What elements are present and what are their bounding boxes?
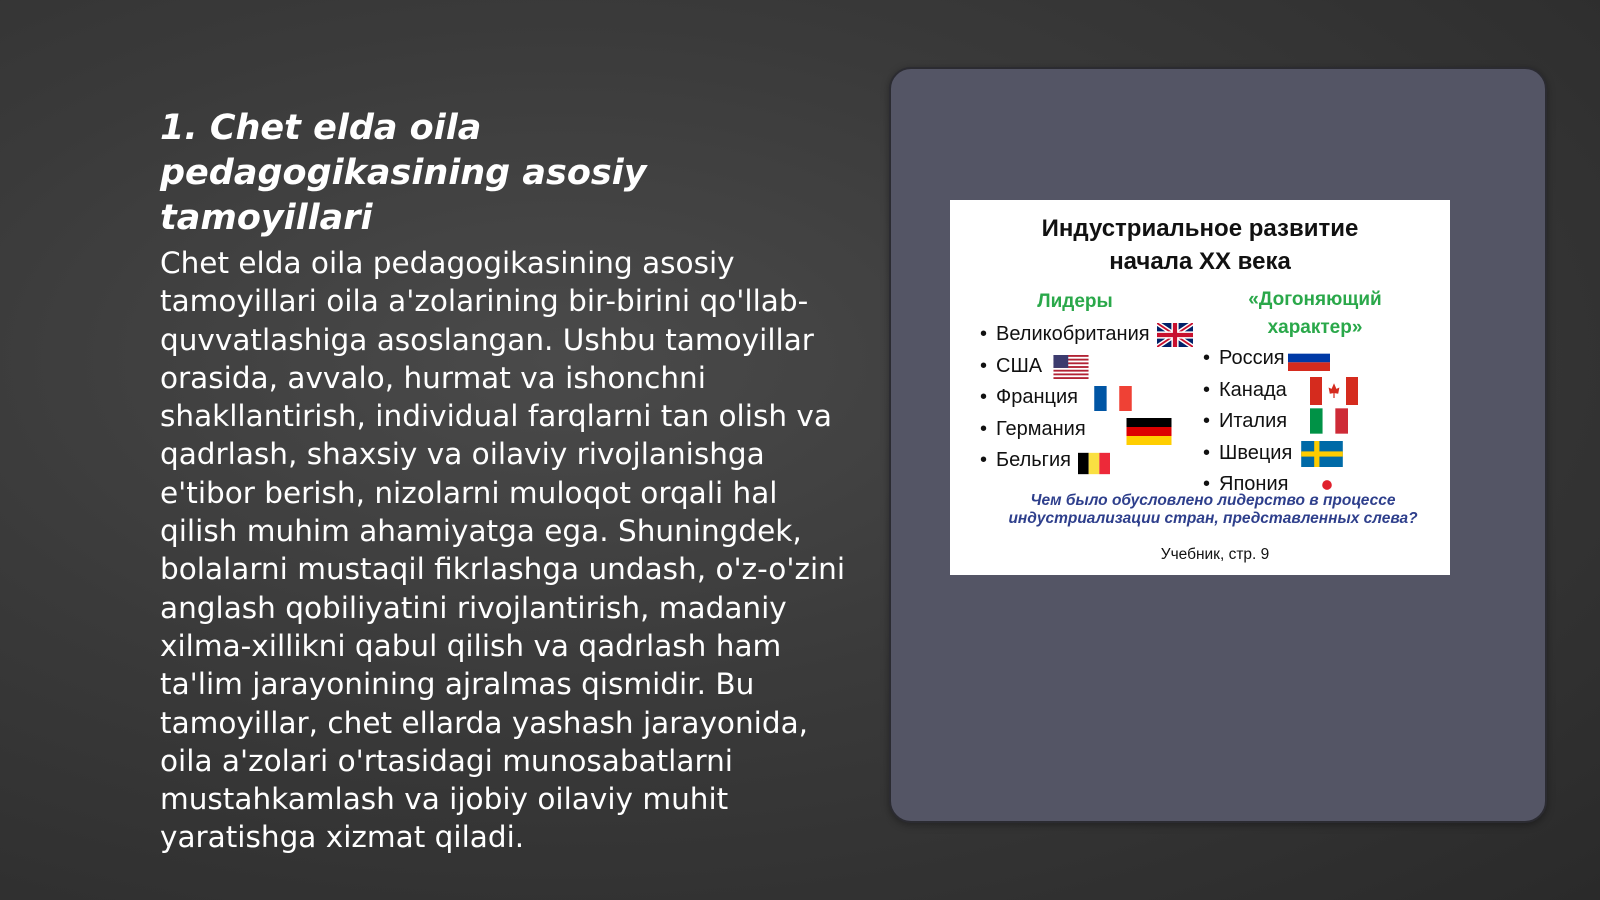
- textbook-reference: Учебник, стр. 9: [1160, 546, 1270, 563]
- list-item: [980, 414, 1150, 446]
- list-item: [1203, 375, 1292, 407]
- list-item: [980, 319, 1150, 351]
- uk-flag-icon: [1157, 323, 1193, 347]
- canada-flag-icon: [1310, 377, 1358, 405]
- country-name: Япония: [1219, 473, 1289, 495]
- list-item: [980, 382, 1150, 414]
- list-item: [1203, 343, 1292, 375]
- bullet: •: [980, 449, 988, 471]
- country-name: Россия: [1219, 347, 1285, 369]
- country-name: Великобритания: [996, 323, 1150, 345]
- bullet: •: [980, 354, 988, 377]
- country-name: Канада: [1219, 378, 1287, 401]
- catching-up-heading-line2: характер»: [1267, 317, 1363, 338]
- belgium-flag-icon: [1078, 451, 1110, 476]
- catching-up-heading: [1220, 286, 1410, 342]
- country-name: Германия: [996, 417, 1086, 440]
- country-name: США: [996, 354, 1043, 377]
- list-item: [1203, 438, 1292, 470]
- list-item: [1203, 406, 1292, 438]
- image-title: [950, 212, 1450, 278]
- country-name: Франция: [996, 386, 1078, 408]
- bullet: •: [980, 417, 988, 440]
- catching-up-list: [1203, 343, 1292, 501]
- list-item: [980, 445, 1150, 477]
- catching-up-heading-line1: «Догоняющий: [1248, 289, 1382, 310]
- question-text: Чем было обусловлено лидерство в процессе индустриализации стран, представленных слева?: [1008, 492, 1418, 527]
- image-title-line1: Индустриальное развитие: [1041, 215, 1359, 242]
- sweden-flag-icon: [1301, 441, 1343, 467]
- bullet: •: [980, 386, 988, 408]
- russia-flag-icon: [1288, 345, 1330, 371]
- germany-flag-icon: [1125, 418, 1173, 445]
- bullet: •: [1203, 441, 1211, 464]
- slide-title: 1. Chet elda oila pedagogikasining asosiy tamoyillari: [160, 108, 647, 238]
- embedded-slide-image: [950, 200, 1450, 575]
- country-name: Италия: [1219, 410, 1288, 432]
- bullet: •: [1203, 378, 1211, 401]
- bullet: •: [980, 323, 988, 345]
- usa-flag-icon: [1052, 355, 1090, 379]
- country-name: Бельгия: [996, 449, 1071, 471]
- france-flag-icon: [1094, 386, 1132, 411]
- image-title-line2: начала XX века: [1109, 248, 1291, 275]
- body-paragraph: Chet elda oila pedagogikasining asosiy tamoyillari oila a'zolarining bir-birini qo'llab-quvvatlashiga asoslangan. Ushbu tamoyillar orasida, avvalo, hurmat va ishonchni shakllantirish, individual farqlarni tan olish va qadrlash, shaxsiy va oilaviy rivojlanishga e'tibor berish, nizolarni muloqot orqali hal qilish muhim ahamiyatga ega. Shuningdek, bolalarni mustaqil fikrlashga undash, o'z-o'zini anglash qobiliyatini rivojlantirish, madaniy xilma-xillikni qabul qilish va qadrlash ham ta'lim jarayonining ajralmas qismidir. Bu tamoyillar, chet ellarda yashash jarayonida, oila a'zolari o'rtasidagi munosabatlarni mustahkamlash va ijobiy oilaviy muhit yaratishga xizmat qiladi.: [160, 246, 846, 855]
- list-item: [980, 351, 1150, 383]
- bullet: •: [1203, 410, 1211, 432]
- leaders-heading: Лидеры: [1037, 291, 1113, 312]
- italy-flag-icon: [1310, 408, 1348, 434]
- leaders-list: [980, 319, 1150, 477]
- bullet: •: [1203, 473, 1211, 495]
- country-name: Швеция: [1219, 441, 1293, 464]
- bullet: •: [1203, 347, 1211, 369]
